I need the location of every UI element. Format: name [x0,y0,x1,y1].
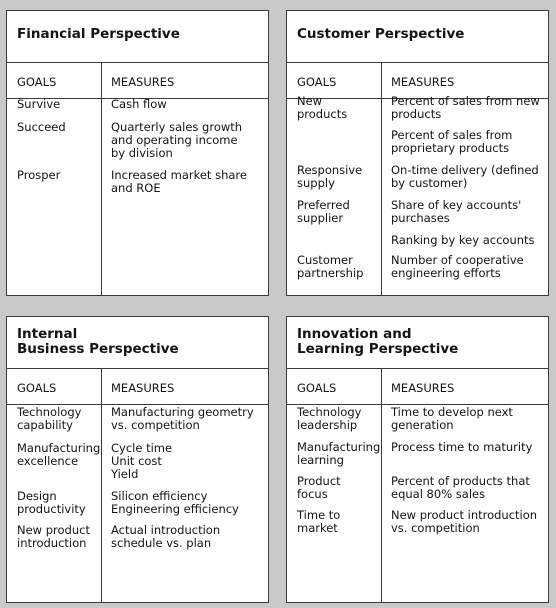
panel-title [287,317,548,369]
panel-title-line1: Internal [17,326,78,342]
column-header-row [7,63,268,99]
measure-on-time-delivery: On-time delivery (defined by customer) [391,163,539,190]
measure-process-time: Process time to maturity [391,440,533,454]
measure-new-product-sales: Percent of sales from new products [391,94,540,121]
column-divider [381,63,382,295]
column-divider [101,369,102,602]
measures-header: MEASURES [111,75,175,89]
goals-header: GOALS [297,75,337,89]
customer-perspective-panel [286,10,549,296]
measure-cycle-time-cost-yield: Cycle time Unit cost Yield [111,441,173,481]
panel-title [7,317,268,369]
column-divider [381,369,382,602]
goal-design-productivity: Design productivity [17,489,86,516]
column-divider [101,63,102,295]
measure-proprietary-sales: Percent of sales from proprietary products [391,128,513,155]
goal-technology-capability: Technology capability [17,405,82,432]
measure-efficiency: Silicon efficiency Engineering efficiency [111,489,239,516]
measure-percent-products-80: Percent of products that equal 80% sales [391,474,530,501]
goal-technology-leadership: Technology leadership [297,405,362,432]
measure-market-share-roe: Increased market share and ROE [111,168,247,195]
goal-preferred-supplier: Preferred supplier [297,198,350,225]
goal-new-product-introduction: New product introduction [17,523,90,550]
measure-manufacturing-geometry: Manufacturing geometry vs. competition [111,405,254,432]
goals-header: GOALS [297,381,337,395]
goal-responsive-supply: Responsive supply [297,163,363,190]
goals-header: GOALS [17,381,57,395]
goal-survive: Survive [17,97,61,111]
measure-introduction-vs-competition: New product introduction vs. competition [391,508,538,535]
measures-header: MEASURES [391,75,455,89]
measure-introduction-schedule: Actual introduction schedule vs. plan [111,523,221,550]
panel-title: Customer Perspective [287,11,548,63]
column-header-row [287,369,548,405]
goal-customer-partnership: Customer partnership [297,253,364,280]
goal-prosper: Prosper [17,168,61,182]
goals-header: GOALS [17,75,57,89]
measures-header: MEASURES [391,381,455,395]
measure-key-account-share: Share of key accounts' purchases [391,198,522,225]
goal-manufacturing-learning: Manufacturing learning [297,440,381,467]
panel-title-line1: Innovation and [297,326,412,342]
measure-cash-flow: Cash flow [111,97,167,111]
measures-header: MEASURES [111,381,175,395]
goal-product-focus: Product focus [297,474,341,501]
measure-quarterly-sales-growth: Quarterly sales growth and operating income by division [111,120,243,160]
goal-time-to-market: Time to market [297,508,341,535]
innovation-learning-perspective-panel [286,316,549,603]
goal-manufacturing-excellence: Manufacturing excellence [17,441,101,468]
measure-key-account-ranking: Ranking by key accounts [391,233,535,247]
column-header-row [7,369,268,405]
goal-succeed: Succeed [17,120,66,134]
panel-title-line2: Business Perspective [17,341,179,357]
financial-perspective-panel [6,10,269,296]
goal-new-products: New products [297,94,348,121]
panel-title-line2: Learning Perspective [297,341,459,357]
measure-time-to-develop: Time to develop next generation [391,405,513,432]
internal-business-perspective-panel [6,316,269,603]
panel-title: Financial Perspective [7,11,268,63]
measure-cooperative-engineering: Number of cooperative engineering efforts [391,253,524,280]
